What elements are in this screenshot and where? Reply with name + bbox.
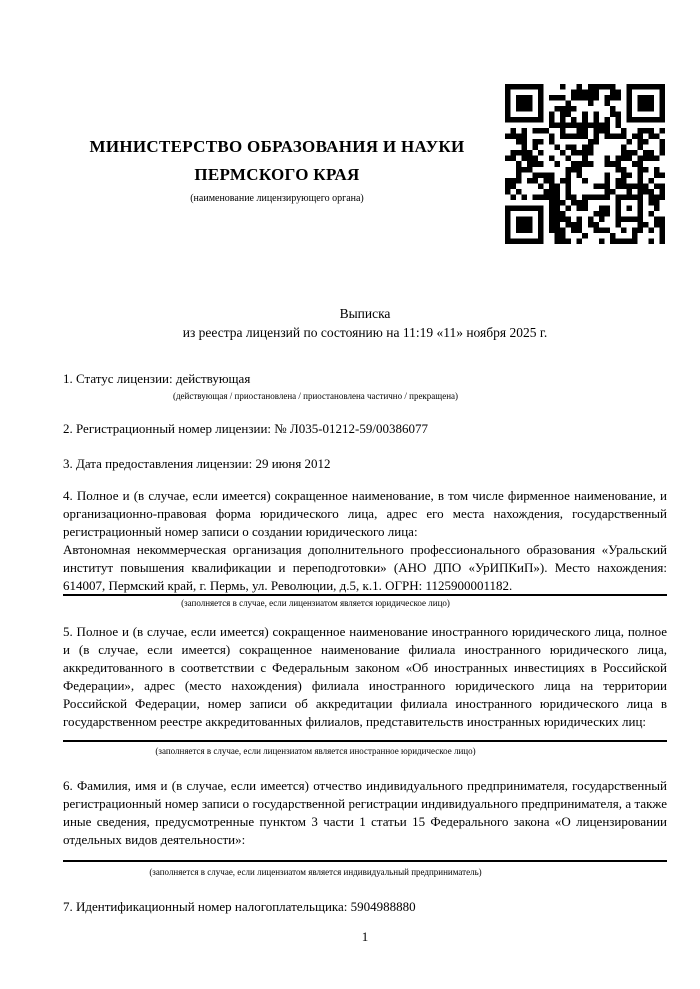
document-title	[63, 304, 667, 342]
page-number: 1	[361, 929, 369, 944]
field-individual-entrepreneur	[63, 777, 667, 849]
qr-code	[505, 84, 665, 244]
field-legal-entity	[63, 487, 667, 595]
field-foreign-entity	[63, 623, 667, 731]
issuer-header	[63, 133, 491, 204]
ministry-name-line1: МИНИСТЕРСТВО ОБРАЗОВАНИЯ И НАУКИ	[89, 137, 465, 156]
field-registration-number: 2. Регистрационный номер лицензии: № Л035-01212-59/00386077	[63, 421, 429, 436]
field-individual-entrepreneur-heading: 6. Фамилия, имя и (в случае, если имеется) отчество индивидуального предпринимателя, государственный регистрационный номер записи о государственной регистрации индивидуального предпринимателя, а также иные сведения, предусмотренные пунктом 3 части 1 статьи 15 Федерального закона «О лицензировании отдельных видов деятельности»:	[63, 778, 667, 847]
ministry-name-line2: ПЕРМСКОГО КРАЯ	[194, 165, 360, 184]
document-title-line1: Выписка	[339, 306, 391, 321]
field-foreign-entity-caption: (заполняется в случае, если лицензиатом является иностранное юридическое лицо)	[155, 746, 476, 756]
field-foreign-entity-heading: 5. Полное и (в случае, если имеется) сокращенное наименование иностранного юридического лица, полное и (в случае, если имеется) сокращенное наименование филиала иностранного юридического лица, аккредитованного в соответствии с Федеральным законом «Об иностранных инвестициях в Российской Федерации», адрес (место нахождения) филиала иностранного юридического лица на территории Российской Федерации, номер записи об аккредитации филиала иностранного юридического лица в государственном реестре аккредитованных филиалов, представительств иностранных юридических лиц:	[63, 624, 667, 729]
fill-line-individual-entrepreneur	[63, 860, 667, 862]
field-taxpayer-id: 7. Идентификационный номер налогоплательщика: 5904988880	[63, 899, 416, 914]
field-license-status-caption: (действующая / приостановлена / приостановлена частично / прекращена)	[172, 391, 459, 401]
document-title-line2: из реестра лицензий по состоянию на 11:19 «11» ноября 2025 г.	[182, 325, 548, 340]
field-individual-entrepreneur-caption: (заполняется в случае, если лицензиатом является индивидуальный предприниматель)	[149, 867, 482, 877]
field-legal-entity-heading: 4. Полное и (в случае, если имеется) сокращенное наименование, в том числе фирменное наименование, и организационно-правовая форма юридического лица, адрес его места нахождения, государственный регистрационный номер записи о создании юридического лица:	[63, 488, 667, 539]
fill-line-legal-entity	[63, 594, 667, 596]
qr-code-image	[505, 84, 665, 244]
field-legal-entity-caption: (заполняется в случае, если лицензиатом является юридическое лицо)	[181, 598, 450, 608]
field-license-grant-date: 3. Дата предоставления лицензии: 29 июня 2012	[63, 456, 331, 471]
ministry-caption: (наименование лицензирующего органа)	[190, 193, 364, 204]
field-license-status: 1. Статус лицензии: действующая	[63, 371, 251, 386]
field-legal-entity-value: Автономная некоммерческая организация дополнительного профессионального образования «Уральский институт повышения квалификации и переподготовки» (АНО ДПО «УрИПКиП»). Место нахождения: 614007, Пермский край, г. Пермь, ул. Революции, д.5, к.1. ОГРН: 1125900001182.	[63, 542, 667, 593]
fill-line-foreign-entity	[63, 740, 667, 742]
